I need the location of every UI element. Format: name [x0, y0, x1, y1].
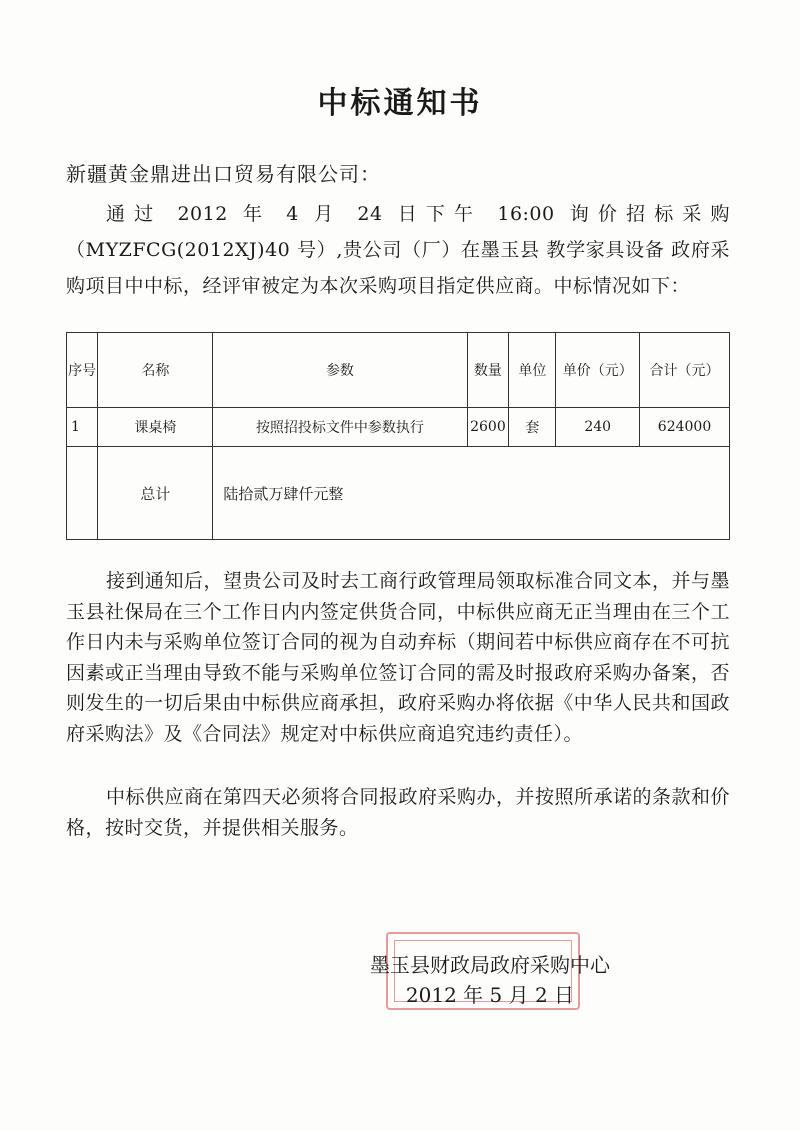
cell-unit: 套 — [509, 408, 556, 447]
cell-index: 1 — [67, 408, 98, 447]
paragraph-delivery: 中标供应商在第四天必须将合同报政府采购办，并按照所承诺的条款和价格，按时交货，并提供相关服务。 — [66, 786, 731, 839]
cell-unit-price: 240 — [556, 408, 640, 447]
page-title: 中标通知书 — [317, 86, 483, 121]
cell-total-label: 总计 — [98, 447, 213, 540]
recipient: 新疆黄金鼎进出口贸易有限公司： — [66, 162, 381, 186]
award-table — [66, 332, 730, 540]
cell-params: 按照招投标文件中参数执行 — [213, 408, 467, 447]
paragraph-instructions: 接到通知后，望贵公司及时去工商行政管理局领取标准合同文本，并与墨玉县社保局在三个工作日内内签定供货合同，中标供应商无正当理由在三个工作日内未与采购单位签订合同的视为自动弃标（期间若中标供应商存在不可抗因素或正当理由导致不能与采购单位签订合同的需及时报政府采购办备案，否则发生的一切后果由中标供应商承担，政府采购办将依据《中华人民共和国政府采购法》及《合同法》规定对中标供应商追究违约责任）。 — [66, 570, 731, 745]
table-row — [67, 408, 730, 447]
paragraph-intro: 通过 2012 年 4 月 24 日下午 16:00 询价招标采购（MYZFCG(2012XJ)40 号）,贵公司（厂）在墨玉县 教学家具设备 政府采购项目中中标，经评审被定为本次采购项目指定供应商。中标情况如下： — [66, 203, 730, 297]
signature-block — [360, 950, 620, 1010]
cell-total-blank — [67, 447, 98, 540]
header-unit: 单位 — [509, 333, 556, 408]
header-qty: 数量 — [467, 333, 509, 408]
header-index: 序号 — [67, 333, 98, 408]
table-header-row — [67, 333, 730, 408]
cell-total-value: 陆拾贰万肆仟元整 — [213, 447, 730, 540]
cell-qty: 2600 — [467, 408, 509, 447]
issuer: 墨玉县财政局政府采购中心 — [370, 953, 610, 977]
header-params: 参数 — [213, 333, 467, 408]
cell-name: 课桌椅 — [98, 408, 213, 447]
cell-subtotal: 624000 — [640, 408, 730, 447]
header-name: 名称 — [98, 333, 213, 408]
table-total-row — [67, 447, 730, 540]
header-unit-price: 单价（元） — [556, 333, 640, 408]
issue-date: 2012 年 5 月 2 日 — [405, 983, 575, 1007]
header-subtotal: 合计（元） — [640, 333, 730, 408]
